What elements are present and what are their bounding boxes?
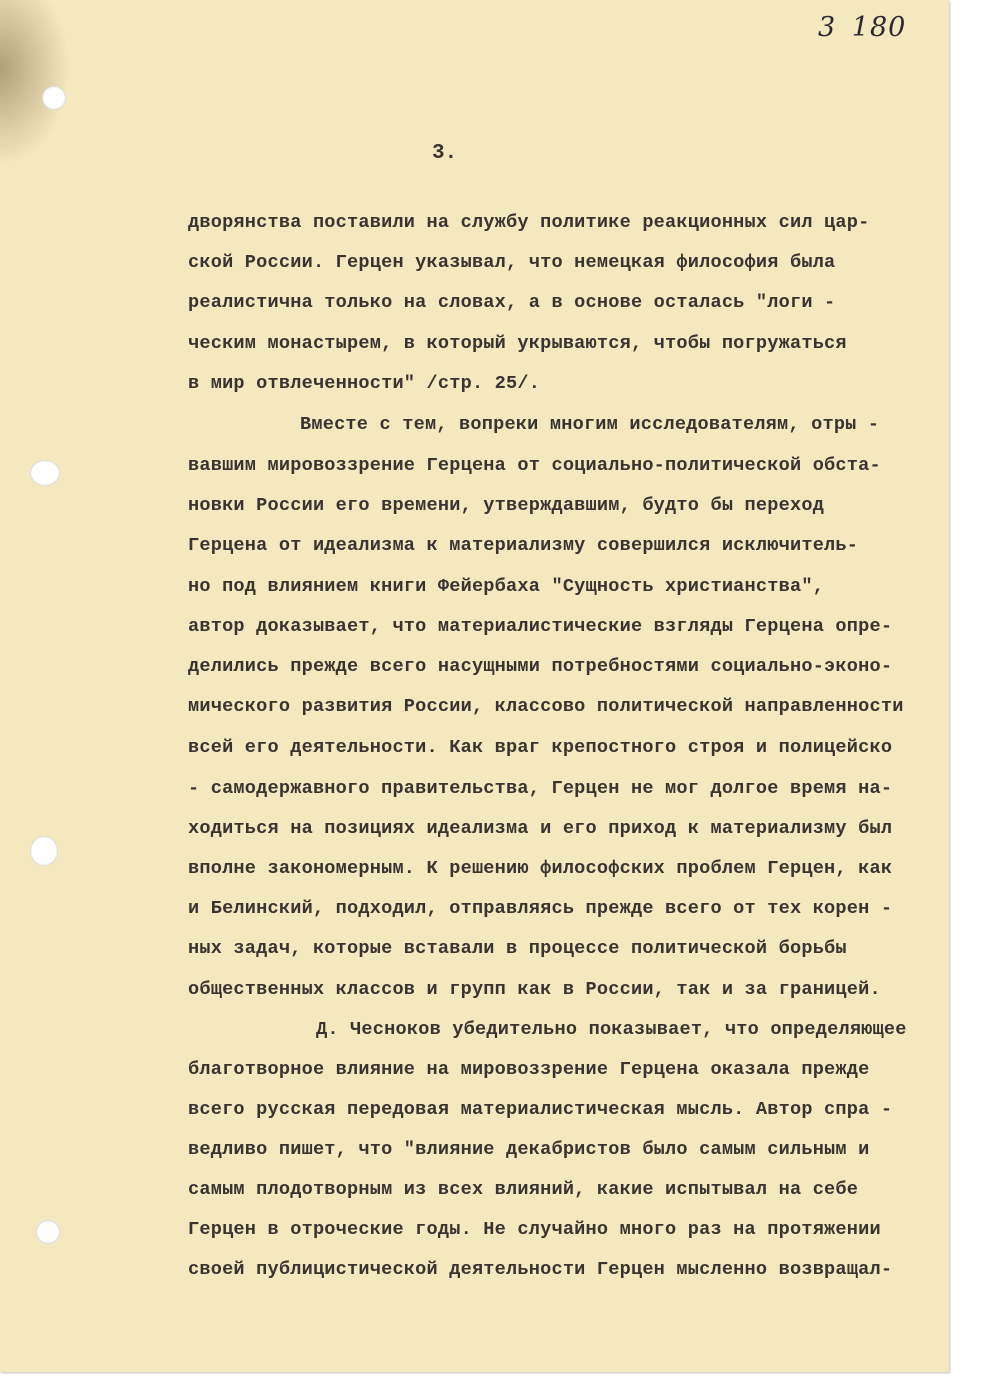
text-line: мического развития России, классово политической направленности xyxy=(188,696,904,717)
archive-mark-folio: 180 xyxy=(851,12,907,43)
punch-hole xyxy=(30,836,58,866)
punch-hole xyxy=(36,1220,60,1244)
text-line: ведливо пишет, что "влияние декабристов было самым сильным и xyxy=(188,1139,870,1160)
text-line: в мир отвлеченности" /стр. 25/. xyxy=(188,373,541,394)
text-line: самым плодотворным из всех влияний, какие испытывал на себе xyxy=(188,1179,859,1200)
text-line: благотворное влияние на мировоззрение Герцена оказала прежде xyxy=(188,1059,870,1080)
text-line: своей публицистической деятельности Герцен мысленно возвращал- xyxy=(188,1259,893,1280)
text-line: но под влиянием книги Фейербаха "Сущность христианства", xyxy=(188,576,825,597)
text-line: автор доказывает, что материалистические взгляды Герцена опре- xyxy=(188,616,893,637)
archive-mark-number: 3 xyxy=(818,12,837,43)
text-line: ской России. Герцен указывал, что немецкая философия была xyxy=(188,252,836,273)
text-line: вполне закономерным. К решению философских проблем Герцен, как xyxy=(188,858,893,879)
text-line: реалистична только на словах, а в основе осталась "логи - xyxy=(188,292,836,313)
text-line: - самодержавного правительства, Герцен не мог долгое время на- xyxy=(188,778,893,799)
text-line: Герцена от идеализма к материализму совершился исключитель- xyxy=(188,535,859,556)
text-line: Д. Чесноков убедительно показывает, что определяющее xyxy=(316,1019,907,1040)
text-line: дворянства поставили на службу политике реакционных сил цар- xyxy=(188,212,870,233)
text-line: делились прежде всего насущными потребностями социально-эконо- xyxy=(188,656,893,677)
text-line: ходиться на позициях идеализма и его приход к материализму был xyxy=(188,818,893,839)
text-line: всей его деятельности. Как враг крепостного строя и полицейско xyxy=(188,737,893,758)
text-line: ных задач, которые вставали в процессе политической борьбы xyxy=(188,938,847,959)
text-line: ческим монастырем, в который укрываются, чтобы погружаться xyxy=(188,333,847,354)
text-line: Герцен в отроческие годы. Не случайно много раз на протяжении xyxy=(188,1219,881,1240)
archive-folio-mark xyxy=(818,12,906,43)
page-number: 3. xyxy=(432,142,458,165)
text-line: и Белинский, подходил, отправляясь прежде всего от тех корен - xyxy=(188,898,893,919)
text-line: Вместе с тем, вопреки многим исследователям, отры - xyxy=(300,414,880,435)
punch-hole xyxy=(42,86,66,110)
text-line: общественных классов и групп как в России, так и за границей. xyxy=(188,979,881,1000)
text-line: новки России его времени, утверждавшим, будто бы переход xyxy=(188,495,825,516)
punch-hole xyxy=(30,460,60,486)
text-line: вавшим мировоззрение Герцена от социально-политической обста- xyxy=(188,455,881,476)
text-line: всего русская передовая материалистическая мысль. Автор спра - xyxy=(188,1099,893,1120)
